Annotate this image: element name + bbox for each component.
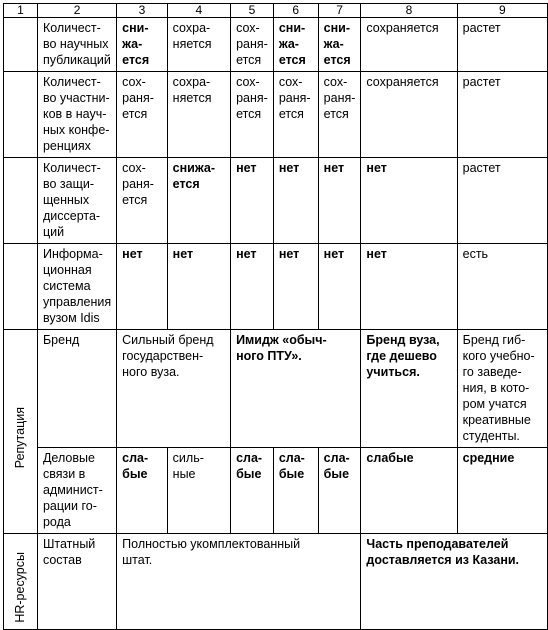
table-cell: снижа- ется	[318, 18, 361, 72]
group-cell	[4, 18, 38, 72]
table-cell: сохра- няется	[167, 18, 230, 72]
table-cell: Бренд вуза, где дешево учиться.	[361, 330, 457, 448]
table-row	[4, 534, 548, 630]
table-cell: сла- бые	[117, 448, 168, 534]
table-cell: нет	[318, 158, 361, 244]
table-cell: сла- бые	[318, 448, 361, 534]
table-cell: Имидж «обыч- ного ПТУ».	[231, 330, 361, 448]
table-cell: Сильный бренд государствен- ного вуза.	[117, 330, 231, 448]
row-label: Информа- ционная система управления вузом Idis	[37, 244, 116, 330]
header-col-3: 3	[117, 4, 168, 18]
row-label: Деловые связи в админист- рации го- рода	[37, 448, 116, 534]
header-col-4: 4	[167, 4, 230, 18]
group-cell	[4, 158, 38, 244]
table-cell: есть	[457, 244, 547, 330]
table-row	[4, 18, 548, 72]
table-cell: растет	[457, 158, 547, 244]
table-cell: сохраняется	[361, 72, 457, 158]
table-cell: сохраняется	[361, 18, 457, 72]
table-cell: сла- бые	[231, 448, 274, 534]
group-label-text: Репутация	[13, 406, 28, 469]
table-cell: растет	[457, 72, 547, 158]
table-cell: растет	[457, 18, 547, 72]
group-label-hr	[4, 534, 38, 630]
table-cell: нет	[361, 244, 457, 330]
table-cell: нет	[117, 244, 168, 330]
header-col-7: 7	[318, 4, 361, 18]
row-label: Штатный состав	[37, 534, 116, 630]
table-cell: Полностью укомплектованный штат.	[117, 534, 361, 630]
header-row	[4, 4, 548, 18]
table-cell: нет	[273, 244, 318, 330]
header-col-6: 6	[273, 4, 318, 18]
table-row	[4, 244, 548, 330]
table-cell: нет	[167, 244, 230, 330]
group-cell	[4, 72, 38, 158]
table-row	[4, 448, 548, 534]
table-cell: нет	[273, 158, 318, 244]
row-label: Бренд	[37, 330, 116, 448]
table-cell: сох- раня- ется	[231, 72, 274, 158]
table-cell: сла- бые	[273, 448, 318, 534]
group-label-text: HR-ресурсы	[13, 552, 28, 623]
header-col-9: 9	[457, 4, 547, 18]
table-cell: средние	[457, 448, 547, 534]
table-cell: силь- ные	[167, 448, 230, 534]
table-row	[4, 72, 548, 158]
table-cell: нет	[318, 244, 361, 330]
table-cell: нет	[361, 158, 457, 244]
comparison-table	[3, 3, 548, 630]
table-cell: сохра- няется	[167, 72, 230, 158]
table-cell: нет	[231, 158, 274, 244]
header-col-5: 5	[231, 4, 274, 18]
table-cell: снижа- ется	[117, 18, 168, 72]
row-label: Количест- во научных публикаций	[37, 18, 116, 72]
table-cell: снижа- ется	[167, 158, 230, 244]
header-col-1: 1	[4, 4, 38, 18]
group-label-reputation	[4, 330, 38, 534]
table-cell: сох- раня- ется	[117, 158, 168, 244]
table-cell: Часть преподавателей доставляется из Казани.	[361, 534, 548, 630]
table-row	[4, 330, 548, 448]
table-cell: сох- раня- ется	[117, 72, 168, 158]
header-col-8: 8	[361, 4, 457, 18]
table-cell: слабые	[361, 448, 457, 534]
header-col-2: 2	[37, 4, 116, 18]
table-cell: сох- раня- ется	[318, 72, 361, 158]
row-label: Количест- во участни- ков в науч- ных конфе- ренциях	[37, 72, 116, 158]
table-cell: сох- раня- ется	[273, 72, 318, 158]
table-cell: сох- раня- ется	[231, 18, 274, 72]
row-label: Количест- во защи- щенных диссерта- ций	[37, 158, 116, 244]
table-cell: Бренд гиб- кого учебно- го заведе- ния, в кото- ром учатся креативные студенты.	[457, 330, 547, 448]
table-row	[4, 158, 548, 244]
table-cell: нет	[231, 244, 274, 330]
group-cell	[4, 244, 38, 330]
table-cell: снижа- ется	[273, 18, 318, 72]
